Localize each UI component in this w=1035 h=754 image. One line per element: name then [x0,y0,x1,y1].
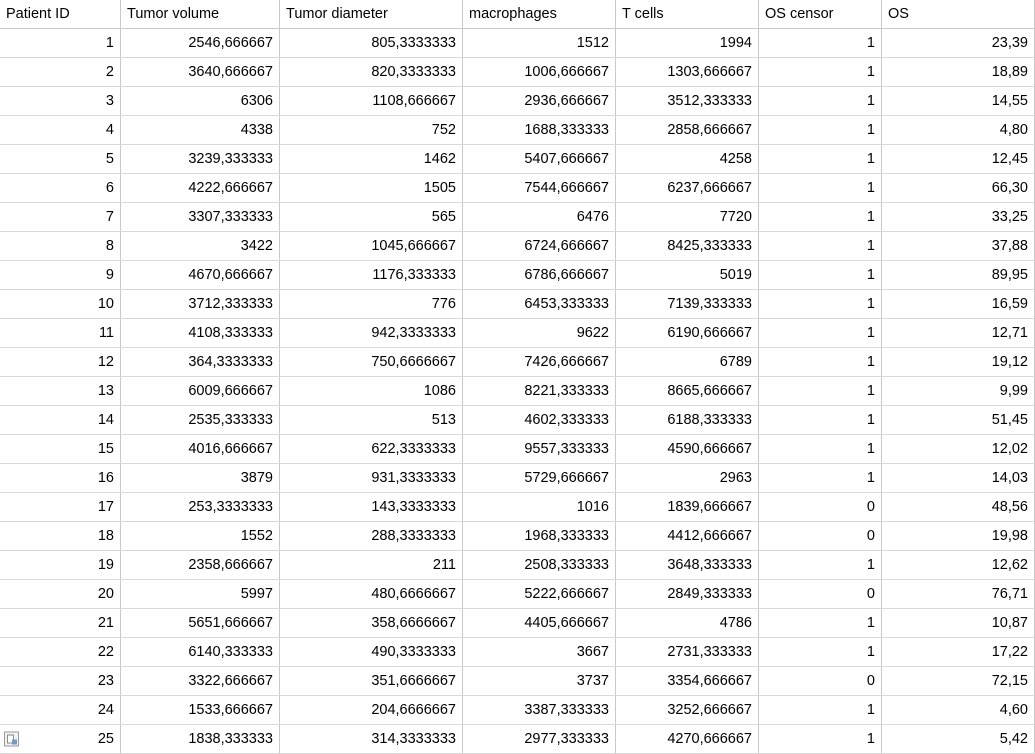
column-header-os-censor[interactable]: OS censor [759,0,882,29]
cell-tumor-volume[interactable]: 4108,333333 [121,319,280,348]
cell-t-cells[interactable]: 2858,666667 [616,116,759,145]
cell-os[interactable]: 37,88 [882,232,1035,261]
cell-tumor-volume[interactable]: 5651,666667 [121,609,280,638]
cell-tumor-volume[interactable]: 1552 [121,522,280,551]
cell-os[interactable]: 18,89 [882,58,1035,87]
cell-tumor-diameter[interactable]: 565 [280,203,463,232]
cell-tumor-volume[interactable]: 3640,666667 [121,58,280,87]
table-row [0,174,1035,203]
column-header-patient-id[interactable]: Patient ID [0,0,121,29]
cell-tumor-volume[interactable]: 3879 [121,464,280,493]
cell-macrophages[interactable]: 4405,666667 [463,609,616,638]
cell-tumor-volume[interactable]: 6306 [121,87,280,116]
table-row [0,58,1035,87]
cell-macrophages[interactable]: 9557,333333 [463,435,616,464]
cell-t-cells[interactable]: 8425,333333 [616,232,759,261]
cell-macrophages[interactable]: 5407,666667 [463,145,616,174]
cell-t-cells[interactable]: 6188,333333 [616,406,759,435]
cell-patient-id[interactable]: 13 [0,377,121,406]
cell-tumor-diameter[interactable]: 942,3333333 [280,319,463,348]
cell-macrophages[interactable]: 3737 [463,667,616,696]
cell-os[interactable]: 66,30 [882,174,1035,203]
cell-tumor-diameter[interactable]: 351,6666667 [280,667,463,696]
cell-tumor-volume[interactable]: 2535,333333 [121,406,280,435]
cell-t-cells[interactable]: 2849,333333 [616,580,759,609]
table-row [0,232,1035,261]
cell-tumor-volume[interactable]: 4222,666667 [121,174,280,203]
cell-tumor-volume[interactable]: 3422 [121,232,280,261]
cell-patient-id[interactable]: 11 [0,319,121,348]
cell-patient-id[interactable]: 2 [0,58,121,87]
cell-os[interactable]: 12,62 [882,551,1035,580]
cell-macrophages[interactable]: 5729,666667 [463,464,616,493]
cell-os-censor[interactable]: 1 [759,145,882,174]
cell-tumor-volume[interactable]: 1533,666667 [121,696,280,725]
cell-os-censor[interactable]: 1 [759,232,882,261]
cell-tumor-diameter[interactable]: 750,6666667 [280,348,463,377]
cell-t-cells[interactable]: 5019 [616,261,759,290]
cell-t-cells[interactable]: 6789 [616,348,759,377]
cell-patient-id[interactable]: 20 [0,580,121,609]
cell-tumor-diameter[interactable]: 1176,333333 [280,261,463,290]
cell-os[interactable]: 23,39 [882,29,1035,58]
cell-patient-id[interactable]: 9 [0,261,121,290]
table-row [0,725,1035,754]
cell-os-censor[interactable]: 1 [759,435,882,464]
cell-os-censor[interactable]: 0 [759,580,882,609]
cell-tumor-volume[interactable]: 3239,333333 [121,145,280,174]
cell-macrophages[interactable]: 7544,666667 [463,174,616,203]
cell-patient-id[interactable]: 7 [0,203,121,232]
cell-os-censor[interactable]: 1 [759,116,882,145]
cell-os[interactable]: 89,95 [882,261,1035,290]
table-row [0,377,1035,406]
cell-t-cells[interactable]: 3648,333333 [616,551,759,580]
cell-patient-id[interactable]: 1 [0,29,121,58]
cell-patient-id[interactable]: 15 [0,435,121,464]
table-row [0,435,1035,464]
cell-patient-id[interactable]: 5 [0,145,121,174]
cell-t-cells[interactable]: 7139,333333 [616,290,759,319]
cell-tumor-volume[interactable]: 3307,333333 [121,203,280,232]
cell-os[interactable]: 76,71 [882,580,1035,609]
cell-tumor-diameter[interactable]: 1086 [280,377,463,406]
table-row [0,638,1035,667]
cell-tumor-volume[interactable]: 6140,333333 [121,638,280,667]
cell-patient-id[interactable]: 19 [0,551,121,580]
cell-patient-id[interactable]: 23 [0,667,121,696]
cell-patient-id[interactable]: 3 [0,87,121,116]
cell-os-censor[interactable]: 1 [759,203,882,232]
cell-os[interactable]: 14,03 [882,464,1035,493]
cell-tumor-volume[interactable]: 1838,333333 [121,725,280,754]
cell-tumor-volume[interactable]: 364,3333333 [121,348,280,377]
cell-os-censor[interactable]: 1 [759,87,882,116]
cell-macrophages[interactable]: 3387,333333 [463,696,616,725]
cell-macrophages[interactable]: 5222,666667 [463,580,616,609]
cell-macrophages[interactable]: 1968,333333 [463,522,616,551]
table-row [0,348,1035,377]
cell-os-censor[interactable]: 1 [759,261,882,290]
table-row [0,29,1035,58]
cell-tumor-volume[interactable]: 3322,666667 [121,667,280,696]
cell-os[interactable]: 12,45 [882,145,1035,174]
cell-patient-id[interactable]: 22 [0,638,121,667]
cell-tumor-volume[interactable]: 6009,666667 [121,377,280,406]
cell-patient-id[interactable]: 4 [0,116,121,145]
table-row [0,464,1035,493]
paste-options-icon[interactable] [4,732,19,747]
cell-os[interactable]: 48,56 [882,493,1035,522]
cell-macrophages[interactable]: 6786,666667 [463,261,616,290]
cell-patient-id[interactable]: 18 [0,522,121,551]
cell-os-censor[interactable]: 1 [759,464,882,493]
cell-t-cells[interactable]: 7720 [616,203,759,232]
cell-os-censor[interactable]: 1 [759,406,882,435]
cell-os-censor[interactable]: 1 [759,348,882,377]
cell-t-cells[interactable]: 8665,666667 [616,377,759,406]
cell-os-censor[interactable]: 1 [759,725,882,754]
cell-macrophages[interactable]: 6724,666667 [463,232,616,261]
cell-macrophages[interactable]: 6476 [463,203,616,232]
cell-tumor-diameter[interactable]: 1108,666667 [280,87,463,116]
cell-t-cells[interactable]: 6190,666667 [616,319,759,348]
table-row [0,696,1035,725]
table-row [0,667,1035,696]
cell-t-cells[interactable]: 4786 [616,609,759,638]
cell-t-cells[interactable]: 4590,666667 [616,435,759,464]
cell-tumor-volume[interactable]: 3712,333333 [121,290,280,319]
cell-tumor-volume[interactable]: 4016,666667 [121,435,280,464]
cell-patient-id[interactable]: 6 [0,174,121,203]
cell-macrophages[interactable]: 2936,666667 [463,87,616,116]
cell-tumor-diameter[interactable]: 776 [280,290,463,319]
cell-macrophages[interactable]: 6453,333333 [463,290,616,319]
cell-os-censor[interactable]: 1 [759,29,882,58]
cell-os[interactable]: 72,15 [882,667,1035,696]
table-body [0,29,1035,754]
cell-os-censor[interactable]: 0 [759,522,882,551]
cell-tumor-diameter[interactable]: 314,3333333 [280,725,463,754]
cell-os[interactable]: 5,42 [882,725,1035,754]
cell-t-cells[interactable]: 2963 [616,464,759,493]
cell-patient-id[interactable]: 17 [0,493,121,522]
table-row [0,493,1035,522]
table-header [0,0,1035,29]
table-row [0,319,1035,348]
cell-os-censor[interactable]: 1 [759,174,882,203]
cell-patient-id[interactable]: 16 [0,464,121,493]
column-header-tumor-diameter[interactable]: Tumor diameter [280,0,463,29]
cell-macrophages[interactable]: 4602,333333 [463,406,616,435]
cell-os-censor[interactable]: 0 [759,493,882,522]
cell-os-censor[interactable]: 1 [759,319,882,348]
cell-os-censor[interactable]: 1 [759,58,882,87]
cell-macrophages[interactable]: 1688,333333 [463,116,616,145]
cell-tumor-diameter[interactable]: 931,3333333 [280,464,463,493]
cell-tumor-diameter[interactable]: 513 [280,406,463,435]
cell-patient-id[interactable]: 25 [0,725,121,754]
cell-t-cells[interactable]: 3252,666667 [616,696,759,725]
table-row [0,406,1035,435]
cell-os-censor[interactable]: 1 [759,609,882,638]
cell-macrophages[interactable]: 1016 [463,493,616,522]
cell-macrophages[interactable]: 2977,333333 [463,725,616,754]
table-row [0,609,1035,638]
table-row [0,145,1035,174]
cell-tumor-diameter[interactable]: 211 [280,551,463,580]
cell-tumor-diameter[interactable]: 480,6666667 [280,580,463,609]
cell-os[interactable]: 12,71 [882,319,1035,348]
cell-t-cells[interactable]: 1839,666667 [616,493,759,522]
cell-os[interactable]: 51,45 [882,406,1035,435]
cell-os[interactable]: 19,12 [882,348,1035,377]
table-header-row [0,0,1035,29]
table-row [0,87,1035,116]
cell-os-censor[interactable]: 1 [759,290,882,319]
cell-t-cells[interactable]: 3512,333333 [616,87,759,116]
cell-t-cells[interactable]: 1994 [616,29,759,58]
table-row [0,116,1035,145]
cell-macrophages[interactable]: 2508,333333 [463,551,616,580]
cell-tumor-diameter[interactable]: 204,6666667 [280,696,463,725]
table-row [0,551,1035,580]
cell-tumor-diameter[interactable]: 805,3333333 [280,29,463,58]
cell-macrophages[interactable]: 1512 [463,29,616,58]
cell-t-cells[interactable]: 4270,666667 [616,725,759,754]
cell-macrophages[interactable]: 1006,666667 [463,58,616,87]
cell-os[interactable]: 16,59 [882,290,1035,319]
cell-os[interactable]: 19,98 [882,522,1035,551]
cell-os-censor[interactable]: 1 [759,696,882,725]
cell-patient-id[interactable]: 10 [0,290,121,319]
cell-t-cells[interactable]: 3354,666667 [616,667,759,696]
column-header-os[interactable]: OS [882,0,1035,29]
cell-os[interactable]: 17,22 [882,638,1035,667]
cell-os-censor[interactable]: 1 [759,638,882,667]
cell-tumor-volume[interactable]: 2358,666667 [121,551,280,580]
cell-os-censor[interactable]: 1 [759,377,882,406]
cell-tumor-diameter[interactable]: 1505 [280,174,463,203]
cell-tumor-diameter[interactable]: 622,3333333 [280,435,463,464]
cell-tumor-volume[interactable]: 4670,666667 [121,261,280,290]
cell-os[interactable]: 4,60 [882,696,1035,725]
cell-macrophages[interactable]: 3667 [463,638,616,667]
cell-os[interactable]: 10,87 [882,609,1035,638]
column-header-t-cells[interactable]: T cells [616,0,759,29]
table-row [0,522,1035,551]
cell-os[interactable]: 9,99 [882,377,1035,406]
cell-tumor-volume[interactable]: 2546,666667 [121,29,280,58]
cell-tumor-volume[interactable]: 5997 [121,580,280,609]
column-header-tumor-volume[interactable]: Tumor volume [121,0,280,29]
cell-patient-id[interactable]: 14 [0,406,121,435]
table-row [0,203,1035,232]
cell-macrophages[interactable]: 7426,666667 [463,348,616,377]
cell-patient-id[interactable]: 8 [0,232,121,261]
cell-tumor-diameter[interactable]: 1045,666667 [280,232,463,261]
cell-patient-id[interactable]: 24 [0,696,121,725]
table-row [0,290,1035,319]
cell-tumor-diameter[interactable]: 752 [280,116,463,145]
cell-tumor-diameter[interactable]: 288,3333333 [280,522,463,551]
cell-os[interactable]: 14,55 [882,87,1035,116]
cell-t-cells[interactable]: 6237,666667 [616,174,759,203]
cell-os[interactable]: 12,02 [882,435,1035,464]
cell-tumor-volume[interactable]: 253,3333333 [121,493,280,522]
cell-os-censor[interactable]: 1 [759,551,882,580]
cell-os-censor[interactable]: 0 [759,667,882,696]
table-row [0,580,1035,609]
cell-tumor-diameter[interactable]: 820,3333333 [280,58,463,87]
cell-t-cells[interactable]: 1303,666667 [616,58,759,87]
cell-tumor-volume[interactable]: 4338 [121,116,280,145]
cell-patient-id[interactable]: 12 [0,348,121,377]
cell-t-cells[interactable]: 4412,666667 [616,522,759,551]
column-header-macrophages[interactable]: macrophages [463,0,616,29]
cell-macrophages[interactable]: 8221,333333 [463,377,616,406]
cell-tumor-diameter[interactable]: 1462 [280,145,463,174]
table-row [0,261,1035,290]
cell-tumor-diameter[interactable]: 358,6666667 [280,609,463,638]
cell-tumor-diameter[interactable]: 143,3333333 [280,493,463,522]
cell-tumor-diameter[interactable]: 490,3333333 [280,638,463,667]
cell-os[interactable]: 4,80 [882,116,1035,145]
cell-os[interactable]: 33,25 [882,203,1035,232]
cell-macrophages[interactable]: 9622 [463,319,616,348]
cell-t-cells[interactable]: 4258 [616,145,759,174]
cell-t-cells[interactable]: 2731,333333 [616,638,759,667]
cell-patient-id[interactable]: 21 [0,609,121,638]
